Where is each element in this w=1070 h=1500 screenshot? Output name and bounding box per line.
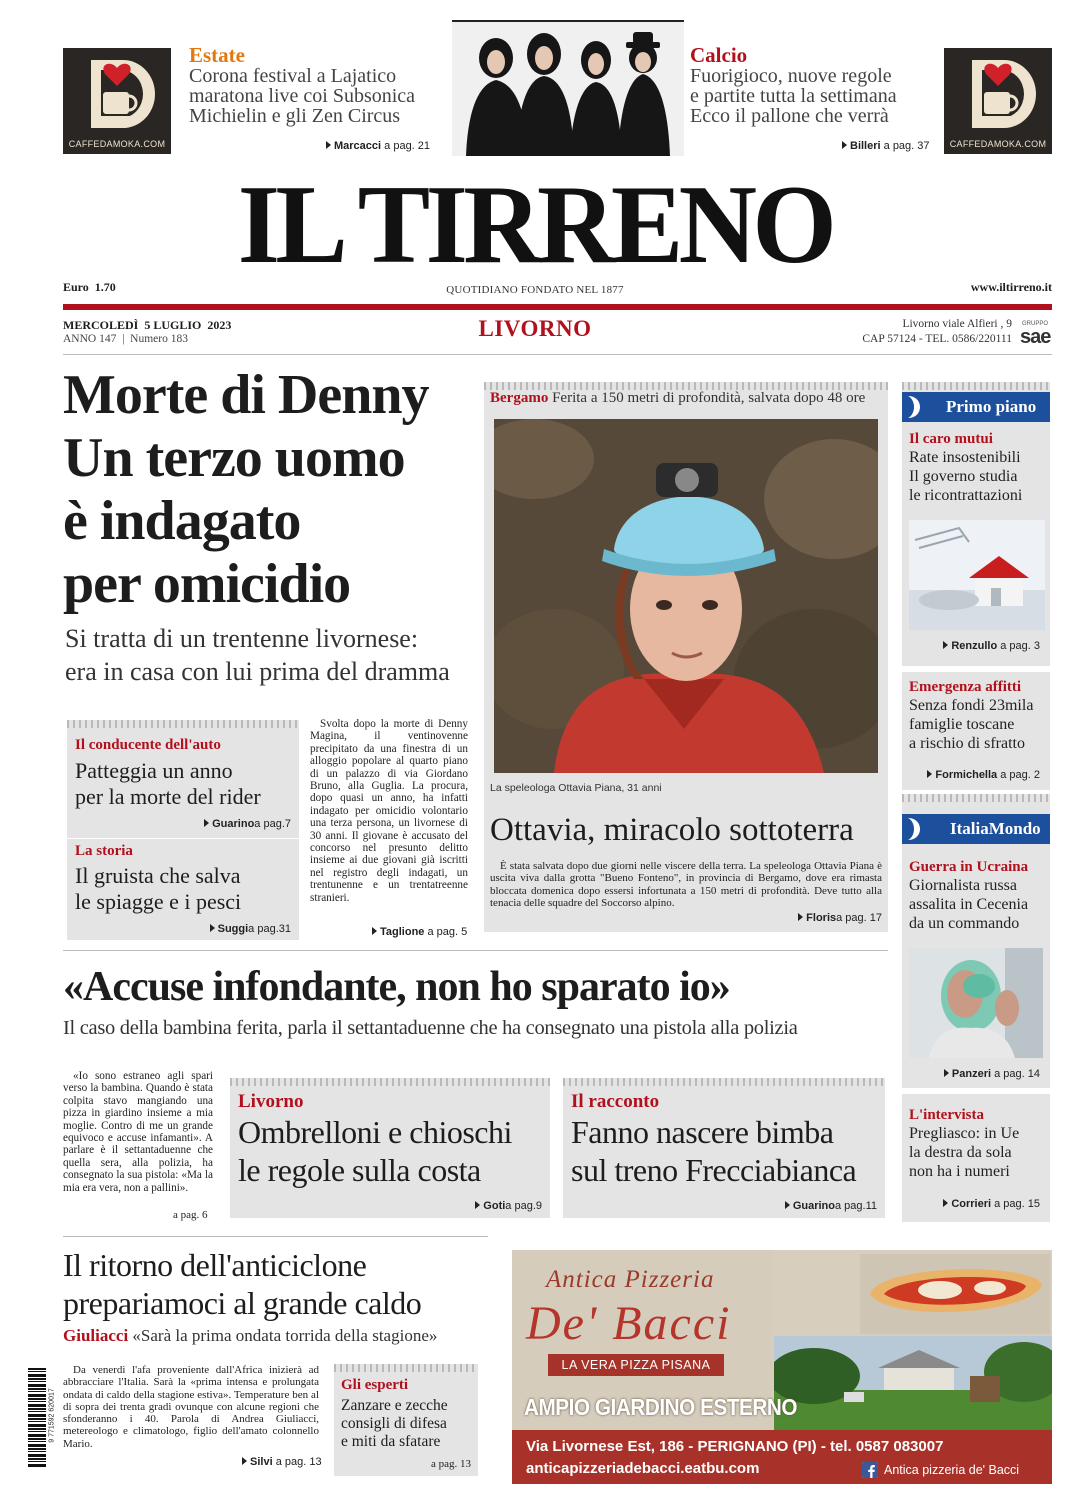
- founded-line: QUOTIDIANO FONDATO NEL 1877: [446, 284, 624, 296]
- sidebar-title-line: le ricontrattazioni: [909, 487, 1023, 504]
- teaser-right-ref: Billeri a pag. 37: [842, 140, 930, 152]
- second-subhead: Il caso della bambina ferita, parla il settantaduenne che ha consegnato una pistola alla polizia: [63, 1017, 798, 1039]
- triangle-icon: [475, 1201, 480, 1209]
- group-logo: sae: [1020, 326, 1051, 348]
- lead-subhead: [65, 622, 485, 688]
- photo-story[interactable]: [484, 382, 888, 932]
- lead-subhead-line: Si tratta di un trentenne livornese:: [65, 624, 419, 653]
- sidebar-title-line: non ha i numeri: [909, 1163, 1010, 1180]
- teaser-right-line: Ecco il pallone che verrà: [690, 105, 889, 127]
- sidebar: [902, 382, 1050, 1222]
- box-title: [571, 1113, 856, 1189]
- photo-strap: [490, 390, 865, 407]
- sidebar-title: [909, 696, 1047, 753]
- lead-headline-line: per omicidio: [63, 553, 351, 615]
- section-chevron-icon: [902, 392, 930, 422]
- sidebar-ref: Panzeri a pag. 14: [944, 1068, 1040, 1080]
- caffe-ad-label: CAFFEDAMOKA.COM: [68, 139, 166, 149]
- issue-date: MERCOLEDÌ 5 LUGLIO 2023: [63, 318, 232, 332]
- office-address: Livorno viale Alfieri , 9: [902, 318, 1012, 330]
- box-ref: Gotia pag.9: [475, 1200, 542, 1212]
- sidebar-title-line: Senza fondi 23mila: [909, 697, 1034, 714]
- triangle-icon: [944, 1069, 949, 1077]
- box-kicker: La storia: [75, 843, 133, 859]
- box-title-line: Il gruista che salva: [75, 863, 241, 888]
- pizzeria-facebook: Antica pizzeria de' Bacci: [884, 1463, 1020, 1477]
- lead-headline-line: Un terzo uomo: [63, 427, 405, 489]
- sidebar-kicker: Emergenza affitti: [909, 679, 1022, 695]
- sidebar-ref: Formichella a pag. 2: [927, 769, 1040, 781]
- sidebar-title-line: famiglie toscane: [909, 716, 1015, 733]
- weather-kicker: Giuliacci: [63, 1326, 129, 1345]
- lead-subhead-line: era in casa con lui prima del dramma: [65, 657, 450, 686]
- weather-headline-line: prepariamoci al grande caldo: [63, 1285, 422, 1321]
- pizzeria-ribbon: LA VERA PIZZA PISANA: [548, 1354, 724, 1376]
- box-title-line: e miti da sfatare: [341, 1433, 441, 1450]
- teaser-left-line: Corona festival a Lajatico: [189, 65, 397, 87]
- sidebar-kicker: Guerra in Ucraina: [909, 859, 1029, 875]
- triangle-icon: [798, 913, 803, 921]
- box-title-line: Patteggia un anno: [75, 758, 233, 783]
- pizzeria-garden: AMPIO GIARDINO ESTERNO: [524, 1394, 798, 1420]
- sidebar-divider: [902, 1088, 1050, 1094]
- triangle-icon: [326, 141, 331, 149]
- masthead-rule: [63, 304, 1052, 310]
- teaser-left-line: maratona live coi Subsonica: [189, 85, 416, 107]
- sidebar-title-line: Rate insostenibili: [909, 449, 1021, 466]
- triangle-icon: [204, 819, 209, 827]
- box-ref: Suggia pag.31: [210, 923, 291, 935]
- sidebar-title-line: Pregliasco: in Ue: [909, 1125, 1020, 1142]
- barcode-number: 9 771592 620017: [48, 1388, 56, 1443]
- photo-ref: Florisa pag. 17: [798, 912, 882, 924]
- weather-body: Da venerdì l'afa proveniente dall'Africa inizierà ad abbracciare l'Italia. Sarà la «prima intensa e prolungata ondata di caldo della stagione estiva». Temperature ben al di sopra dei trenta gradi ovunque con alcune regioni che sfonderanno i 40. Parola di Andrea Giuliacci, metereologo e climatologo, figlio dell'amato colonnello Mario.: [63, 1364, 319, 1450]
- box-title-line: le spiagge e i pesci: [75, 889, 242, 914]
- lead-ref: Taglione a pag. 5: [372, 926, 467, 938]
- triangle-icon: [372, 927, 377, 935]
- sidebar-title-line: da un commando: [909, 915, 1020, 932]
- coffee-cup-logo-icon: [79, 56, 155, 134]
- house-model-photo: [909, 520, 1045, 630]
- triangle-icon: [943, 1199, 948, 1207]
- coffee-cup-logo-icon: [960, 56, 1036, 134]
- sidebar-title-line: la destra da sola: [909, 1144, 1012, 1161]
- sidebar-ref: Renzullo a pag. 3: [943, 640, 1040, 652]
- box-ref: Guarinoa pag.11: [785, 1200, 877, 1212]
- speleologist-photo: [494, 419, 878, 773]
- issue-number: ANNO 147 | Numero 183: [63, 333, 188, 345]
- teaser-left[interactable]: [189, 44, 449, 126]
- box-title-line: Zanzare e zecche: [341, 1397, 448, 1414]
- sidebar-item[interactable]: [909, 858, 1047, 933]
- second-headline[interactable]: «Accuse infondante, non ho sparato io»: [63, 964, 730, 1010]
- triangle-icon: [210, 924, 215, 932]
- masthead-title[interactable]: IL TIRRENO: [237, 162, 833, 287]
- website[interactable]: www.iltirreno.it: [970, 280, 1052, 294]
- edition[interactable]: LIVORNO: [478, 316, 592, 341]
- band-photo: [452, 20, 684, 156]
- sidebar-title: [909, 448, 1047, 505]
- lead-headline-line: Morte di Denny: [63, 364, 429, 426]
- sidebar-divider: [902, 666, 1050, 672]
- box-title-line: Ombrelloni e chioschi: [238, 1114, 512, 1150]
- caffe-ad-label: CAFFEDAMOKA.COM: [949, 139, 1047, 149]
- teaser-right-kicker: Calcio: [690, 43, 748, 67]
- triangle-icon: [927, 770, 932, 778]
- triangle-icon: [943, 641, 948, 649]
- section-primo-piano[interactable]: [902, 392, 1050, 422]
- photo-caption: La speleologa Ottavia Piana, 31 anni: [490, 782, 662, 794]
- pizza-slice-photo: [860, 1254, 1050, 1334]
- box-title-line: le regole sulla costa: [238, 1152, 481, 1188]
- teaser-right[interactable]: [690, 44, 940, 126]
- box-title: [341, 1397, 448, 1451]
- box-title: [238, 1113, 512, 1189]
- box-kicker: Il racconto: [571, 1091, 660, 1112]
- weather-headline[interactable]: [63, 1246, 421, 1322]
- caffe-ad-left[interactable]: [63, 48, 171, 154]
- group-small: GRUPPO: [1022, 321, 1049, 327]
- weather-box[interactable]: [334, 1364, 478, 1476]
- section-rule: [63, 950, 888, 951]
- lead-side-box-2[interactable]: [67, 838, 299, 940]
- sidebar-title-line: Il governo studia: [909, 468, 1018, 485]
- barcode: [28, 1368, 54, 1468]
- box-kicker: Livorno: [238, 1091, 304, 1112]
- sidebar-kicker: Il caro mutui: [909, 431, 993, 447]
- triangle-icon: [842, 141, 847, 149]
- sidebar-title-line: Giornalista russa: [909, 877, 1017, 894]
- teaser-left-kicker: Estate: [189, 43, 245, 67]
- sidebar-kicker: L'intervista: [909, 1107, 984, 1123]
- weather-ref: Silvi a pag. 13: [242, 1456, 322, 1468]
- teaser-left-ref: Marcacci a pag. 21: [326, 140, 430, 152]
- sidebar-title-line: assalita in Cecenia: [909, 896, 1029, 913]
- sidebar-item[interactable]: [909, 430, 1047, 505]
- teaser-left-line: Michielin e gli Zen Circus: [189, 105, 401, 127]
- section-primo-piano-label: Primo piano: [946, 397, 1037, 416]
- price: Euro 1.70: [63, 280, 116, 294]
- box-title-line: consigli di difesa: [341, 1415, 447, 1432]
- lead-side-box-1[interactable]: [67, 720, 299, 838]
- section-rule: [63, 1236, 488, 1237]
- box-ref: Guarinoa pag.7: [204, 818, 291, 830]
- photo-strap-text: Ferita a 150 metri di profondità, salvata dopo 48 ore: [552, 390, 866, 406]
- section-italiamondo[interactable]: [902, 814, 1050, 844]
- garden-photo: [774, 1336, 1052, 1430]
- second-body: «Io sono estraneo agli spari verso la bambina. Quando è stata colpita stavo mangiando una pizza in giardino insieme a mia moglie. Contro di me un grande equivoco e accuse infamanti». A parlare è il settantaduenne che quella sera, alla polizia, ha consegnato la sua pistola: «Ma la mia era vera, non a pallini».: [63, 1070, 213, 1194]
- box-kicker: Gli esperti: [341, 1377, 409, 1393]
- triangle-icon: [242, 1457, 247, 1465]
- facebook-icon[interactable]: [862, 1462, 878, 1478]
- box-title: [75, 863, 241, 915]
- box-title-line: sul treno Frecciabianca: [571, 1152, 857, 1188]
- section-italiamondo-label: ItaliaMondo: [950, 819, 1041, 838]
- sidebar-ref: Corrieri a pag. 15: [943, 1198, 1040, 1210]
- box-title: [75, 758, 261, 810]
- lead-body: Svolta dopo la morte di Denny Magina, il ventinovenne precipitato da una finestra di un alloggio popolare al quarto piano di un palazzo di via Giordano Bruno, alla Guglia. La procura, dopo quasi un anno, ha infatti indagato per omicidio volontario una terza persona, un livornese di 30 anni. Il giovane è accusato del concorso nel presunto delitto insieme ai due giovani già iscritti nel registro degli indagati, un trentunenne e un trentatreenne stranieri.: [310, 718, 468, 904]
- office-phone: CAP 57124 - TEL. 0586/220111: [862, 333, 1012, 345]
- lead-headline[interactable]: [63, 364, 483, 616]
- box-title-line: per la morte del rider: [75, 784, 261, 809]
- sidebar-item[interactable]: [909, 1106, 1047, 1181]
- sidebar-item[interactable]: [909, 678, 1047, 753]
- weather-headline-line: Il ritorno dell'anticiclone: [63, 1247, 367, 1283]
- pizzeria-site[interactable]: anticapizzeriadebacci.eatbu.com: [526, 1460, 760, 1477]
- second-box-1[interactable]: [230, 1078, 550, 1218]
- caffe-ad-right[interactable]: [944, 48, 1052, 154]
- pizzeria-address: Via Livornese Est, 186 - PERIGNANO (PI) - tel. 0587 083007: [526, 1438, 944, 1455]
- sidebar-title-line: a rischio di sfratto: [909, 735, 1025, 752]
- photo-headline[interactable]: Ottavia, miracolo sottoterra: [490, 812, 854, 848]
- photo-kicker: Bergamo: [490, 390, 549, 406]
- pizzeria-script: Antica Pizzeria: [546, 1266, 715, 1293]
- second-page: a pag. 6: [173, 1209, 208, 1221]
- box-kicker: Il conducente dell'auto: [75, 737, 221, 753]
- box-page: a pag. 13: [430, 1458, 471, 1470]
- photo-body: È stata salvata dopo due giorni nelle viscere della terra. La speleologa Ottavia Piana è uscita viva dalla grotta "Bueno Fonteno", in provincia di Bergamo, dove era rimasta bloccata domenica dopo essersi infortunata a 150 metri di profondità. Deve tutto alla tenacia delle squadre del Soccorso alpino.: [490, 860, 882, 910]
- section-chevron-icon: [902, 814, 930, 844]
- lead-headline-line: è indagato: [63, 490, 301, 552]
- journalist-photo: [909, 948, 1043, 1058]
- weather-strap: [63, 1326, 437, 1346]
- teaser-right-line: Fuorigioco, nuove regole: [690, 65, 892, 87]
- triangle-icon: [785, 1201, 790, 1209]
- pizzeria-ad[interactable]: [512, 1250, 1052, 1484]
- sidebar-title: [909, 876, 1047, 933]
- teaser-right-line: e partite tutta la settimana: [690, 85, 897, 107]
- pizzeria-name: De' Bacci: [526, 1297, 732, 1350]
- sidebar-title: [909, 1124, 1047, 1181]
- second-box-2[interactable]: [563, 1078, 885, 1218]
- masthead-thin-rule: [63, 354, 1052, 355]
- box-title-line: Fanno nascere bimba: [571, 1114, 834, 1150]
- weather-quote: «Sarà la prima ondata torrida della stagione»: [132, 1326, 438, 1345]
